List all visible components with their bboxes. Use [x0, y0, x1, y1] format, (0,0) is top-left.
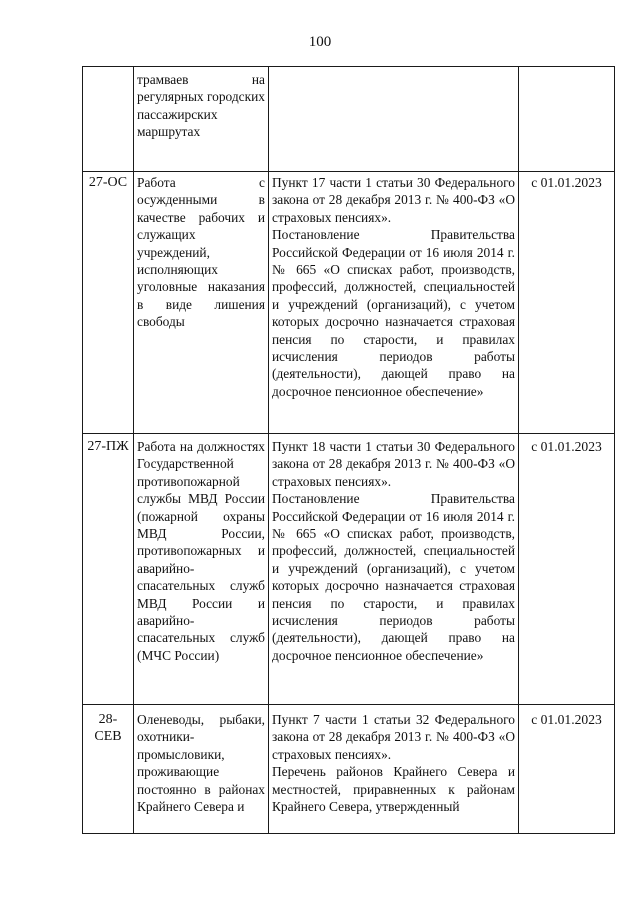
basis-paragraph: Перечень районов Крайнего Севера и местностей, приравненных к районам Крайнего Севера, утвержденный: [272, 764, 515, 815]
table-row: [83, 705, 615, 834]
table-row: [83, 434, 615, 705]
basis-paragraph: Постановление Правительства Российской Федерации от 16 июля 2014 г. № 665 «О списках работ, производств, профессий, должностей, специальностей и учреждений (организаций), с учетом которых досрочно назначается страховая пенсия по старости, и правилах исчисления периодов работы (деятельности), дающей право на досрочное пенсионное обеспечение»: [272, 491, 515, 663]
row-date-cell: с 01.01.2023: [519, 434, 615, 705]
row-work-cell: Работа на должностях Государственной противопожарной службы МВД России (пожарной охраны МВД России, противопожарных и аварийно-спасательных служб МВД России и аварийно-спасательных служб (МЧС России): [134, 434, 269, 705]
row-code-cell: 27-ОС: [83, 172, 134, 434]
row-code-cell: 28-СЕВ: [83, 705, 134, 834]
row-date-cell: с 01.01.2023: [519, 705, 615, 834]
pension-list-table: [82, 66, 615, 834]
table-row: [83, 172, 615, 434]
basis-paragraph: Постановление Правительства Российской Федерации от 16 июля 2014 г. № 665 «О списках работ, производств, профессий, должностей, специальностей и учреждений (организаций), с учетом которых досрочно назначается страховая пенсия по старости, и правилах исчисления периодов работы (деятельности), дающей право на досрочное пенсионное обеспечение»: [272, 227, 515, 399]
row-work-cell: Оленеводы, рыбаки, охотники-промысловики, проживающие постоянно в районах Крайнего Севера и: [134, 705, 269, 834]
row-work-cell: трамваев на регулярных городских пассажирских маршрутах: [134, 67, 269, 172]
page-number: 100: [308, 34, 332, 50]
row-date-cell: с 01.01.2023: [519, 172, 615, 434]
row-basis-cell: [269, 705, 519, 834]
basis-paragraph: Пункт 18 части 1 статьи 30 Федерального закона от 28 декабря 2013 г. № 400-ФЗ «О страховых пенсиях».: [272, 439, 515, 489]
basis-paragraph: Пункт 7 части 1 статьи 32 Федерального закона от 28 декабря 2013 г. № 400-ФЗ «О страховых пенсиях».: [272, 712, 515, 762]
row-basis-cell: [269, 434, 519, 705]
row-code-cell: [83, 67, 134, 172]
basis-paragraph: Пункт 17 части 1 статьи 30 Федерального закона от 28 декабря 2013 г. № 400-ФЗ «О страховых пенсиях».: [272, 175, 515, 225]
row-basis-cell: [269, 172, 519, 434]
row-code-cell: 27-ПЖ: [83, 434, 134, 705]
table-row: [83, 67, 615, 172]
row-work-cell: Работа с осужденными в качестве рабочих и служащих учреждений, исполняющих уголовные наказания в виде лишения свободы: [134, 172, 269, 434]
row-date-cell: [519, 67, 615, 172]
row-basis-cell: [269, 67, 519, 172]
